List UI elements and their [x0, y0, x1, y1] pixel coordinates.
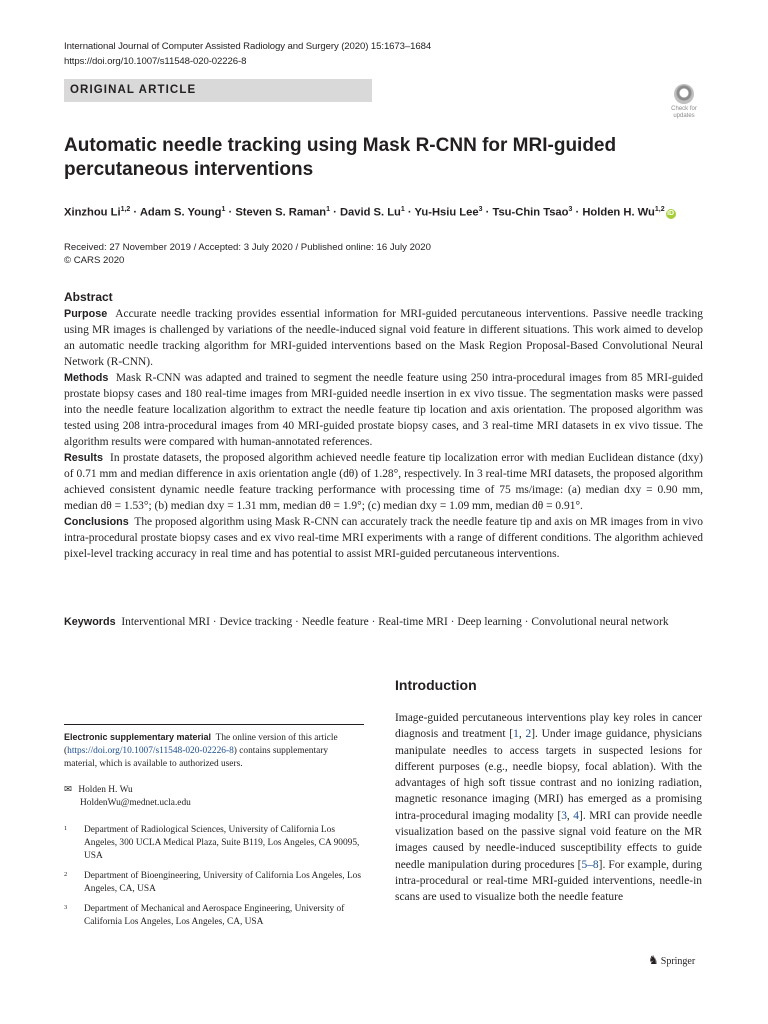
article-type-banner: ORIGINAL ARTICLE: [64, 79, 372, 102]
author-affiliation-marker: 3: [478, 206, 483, 213]
abstract-results: Results In prostate datasets, the proposed algorithm achieved needle feature tip localization error with median Euclidean distance (dxy) of 0.71 mm and median difference in axis orientation angle (dθ) of 1.28°, respectively. In 3 real-time MRI datasets, the proposed algorithm achieved consistent dynamic needle feature tracking performance with processing time of 75 ms/image: (a) median dxy = 0.90 mm, median dθ = 1.53°; (b) median dxy = 1.31 mm, median dθ = 1.9°; (c) median dxy = 1.09 mm, median dθ = 0.91°.: [64, 452, 703, 512]
check-updates-icon: [674, 84, 694, 104]
footnote-divider: [64, 724, 364, 725]
affiliation-2: 2 Department of Bioengineering, University of California Los Angeles, Los Angeles, CA, USA: [64, 871, 362, 894]
abstract-conclusions: Conclusions The proposed algorithm using Mask R-CNN can accurately track the needle feature tip and axis on MR images from in vivo intra-procedural prostate biopsy cases and ex vivo real-time MRI experiments with a range of different conditions. The algorithm achieved pixel-level tracking accuracy in real time and has potential to assist MRI-guided percutaneous interventions.: [64, 516, 703, 560]
abstract-purpose: Purpose Accurate needle tracking provides essential information for MRI-guided percutaneous interventions. Passive needle tracking using MR images is challenged by variations of the needle-induced signal void feature in different situations. This work aimed to develop an automatic needle tracking algorithm for MRI-guided interventions based on the Mask Region Proposal-Based Convolutional Neural Network (R-CNN).: [64, 308, 703, 368]
check-for-updates-button[interactable]: [664, 84, 704, 124]
author-name[interactable]: Yu-Hsiu Lee: [414, 206, 479, 219]
ref-link[interactable]: 1: [513, 728, 519, 741]
affiliation-3: 3 Department of Mechanical and Aerospace Engineering, University of California Los Angeles, Los Angeles, CA, USA: [64, 904, 345, 927]
author-name[interactable]: Holden H. Wu: [582, 206, 655, 219]
supplementary-note: Electronic supplementary material The online version of this article (https://doi.org/10.1007/s11548-020-02226-8) contains supplementary material, which is available to authorized users.: [64, 732, 338, 769]
abstract-heading: Abstract: [64, 290, 113, 304]
springer-horse-icon: ♞: [648, 953, 659, 967]
ref-link[interactable]: 2: [525, 728, 532, 741]
author-separator: ·: [482, 206, 493, 219]
author-name[interactable]: Tsu-Chin Tsao: [492, 206, 569, 219]
author-affiliation-marker: 1: [400, 206, 405, 213]
ref-link[interactable]: 3: [561, 809, 567, 822]
publisher-logo: ♞ Springer: [648, 953, 696, 967]
author-separator: ·: [404, 206, 415, 219]
introduction-body: Image-guided percutaneous interventions play key roles in cancer diagnosis and treatment [1, 2]. Under image guidance, physicians manipulate needles to access targets in suspected lesions for different purposes (e.g., needle biopsy, focal ablation). With the advantages of high soft tissue contrast and no ionizing radiation, magnetic resonance imaging (MRI) has emerged as a promising intra-procedural imaging modality [3, 4]. MRI can provide needle visualization based on the passive signal void feature on the MR images caused by needle-induced susceptibility effects to guide needle manipulation during procedures [5–8]. For example, during intra-procedural or real-time MRI-guided interventions, needle-in scans are used to visualize both the needle feature: [395, 712, 703, 904]
keywords-label: Keywords: [64, 616, 116, 628]
corresponding-author: ✉ Holden H. Wu HoldenWu@mednet.ucla.edu: [64, 784, 364, 810]
affiliation-1: 1 Department of Radiological Sciences, University of California Los Angeles, 300 UCLA Medical Plaza, Suite B119, Los Angeles, CA 90095, USA: [64, 825, 360, 861]
introduction-heading: Introduction: [395, 677, 477, 693]
abstract-body: [64, 306, 703, 562]
abstract-methods: Methods Mask R-CNN was adapted and trained to segment the needle feature using 250 intra-procedural images from 85 MRI-guided prostate biopsy cases and 180 real-time images from MRI-guided needle insertion in ex vivo tissue. The segmentation masks were passed into the needle feature localization algorithm to extract the needle feature tip location and axis orientation. The proposed algorithm was tested using 208 intra-procedural images from 40 MRI-guided prostate biopsy cases, and 3 real-time MRI datasets in ex vivo tissue. The algorithm results were compared with human-annotated references.: [64, 372, 704, 448]
supplementary-link[interactable]: https://doi.org/10.1007/s11548-020-02226-8: [67, 746, 234, 756]
author-affiliation-marker: 1,2: [120, 206, 131, 213]
author-separator: ·: [130, 206, 140, 219]
author-separator: ·: [572, 206, 583, 219]
check-updates-label: Check for updates: [671, 106, 697, 119]
author-list: [64, 203, 704, 220]
journal-citation: International Journal of Computer Assisted Radiology and Surgery (2020) 15:1673–1684: [64, 41, 432, 52]
author-affiliation-marker: 1,2: [654, 206, 665, 213]
author-name[interactable]: Steven S. Raman: [235, 206, 327, 219]
orcid-icon[interactable]: iD: [667, 209, 675, 217]
author-affiliation-marker: 1: [221, 206, 226, 213]
ref-link[interactable]: 4: [573, 809, 580, 822]
author-email[interactable]: HoldenWu@mednet.ucla.edu: [80, 798, 191, 808]
author-affiliation-marker: 3: [568, 206, 573, 213]
author-separator: ·: [225, 206, 236, 219]
ref-link[interactable]: 5–8: [581, 858, 599, 871]
envelope-icon: ✉: [64, 785, 72, 795]
journal-doi[interactable]: https://doi.org/10.1007/s11548-020-02226-8: [64, 56, 247, 67]
author-name[interactable]: David S. Lu: [339, 206, 401, 219]
copyright: © CARS 2020: [64, 255, 125, 266]
author-name[interactable]: Adam S. Young: [139, 206, 222, 219]
author-affiliation-marker: 1: [326, 206, 331, 213]
keywords-text: Interventional MRI · Device tracking · Needle feature · Real-time MRI · Deep learning · Convolutional neural network: [121, 616, 669, 628]
keywords: [64, 614, 703, 630]
author-separator: ·: [330, 206, 340, 219]
author-name[interactable]: Xinzhou Li: [64, 206, 121, 219]
article-title: Automatic needle tracking using Mask R-CNN for MRI-guided percutaneous interventions: [64, 135, 617, 180]
publication-dates: Received: 27 November 2019 / Accepted: 3 July 2020 / Published online: 16 July 2020 © CARS 2020: [64, 242, 431, 266]
